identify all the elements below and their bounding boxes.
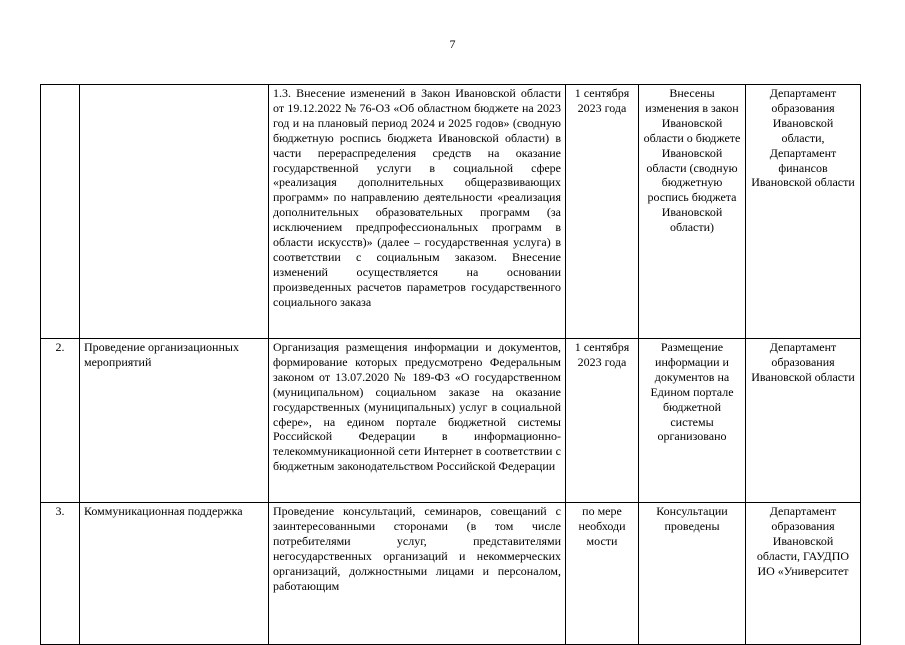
deadline: по мере необходи мости: [566, 503, 639, 645]
table-row: [41, 85, 861, 339]
page-number: 7: [449, 37, 456, 51]
event-description: Проведение консультаций, семинаров, совещаний с заинтересованными сторонами (в том числе потребителями услуг, представителями негосударственных организаций и некоммерческих организаций, должностными лицами и персоналом, работающим: [269, 503, 566, 645]
expected-result: Консультации проведены: [639, 503, 746, 645]
event-name: [80, 85, 269, 339]
row-number: [41, 85, 80, 339]
responsible-party: Департамент образования Ивановской области: [746, 339, 861, 503]
plan-table: [40, 84, 861, 645]
responsible-party: Департамент образования Ивановской области, Департамент финансов Ивановской области: [746, 85, 861, 339]
expected-result: Внесены изменения в закон Ивановской области о бюджете Ивановской области (сводную бюджетную роспись бюджета Ивановской области): [639, 85, 746, 339]
table-row: [41, 503, 861, 645]
event-description: Организация размещения информации и документов, формирование которых предусмотрено Федеральным законом от 13.07.2020 № 189-ФЗ «О государственном (муниципальном) социальном заказе на оказание государственных (муниципальных) услуг в социальной сфере», на едином портале бюджетной системы Российской Федерации в информационно-телекоммуникационной сети Интернет в соответствии с бюджетным законодательством Российской Федерации: [269, 339, 566, 503]
deadline: 1 сентября 2023 года: [566, 85, 639, 339]
deadline: 1 сентября 2023 года: [566, 339, 639, 503]
event-name: Проведение организационных мероприятий: [80, 339, 269, 503]
table-row: [41, 339, 861, 503]
row-number: 2.: [41, 339, 80, 503]
responsible-party: Департамент образования Ивановской области, ГАУДПО ИО «Университет: [746, 503, 861, 645]
expected-result: Размещение информации и документов на Едином портале бюджетной системы организовано: [639, 339, 746, 503]
row-number: 3.: [41, 503, 80, 645]
event-description: 1.3. Внесение изменений в Закон Ивановской области от 19.12.2022 № 76-ОЗ «Об областном бюджете на 2023 год и на плановый период 2024 и 2025 годов» (сводную бюджетную роспись бюджета Ивановской области) в части перераспределения средств на оказание государственной услуги в социальной сфере «реализация дополнительных общеразвивающих программ» по направлению деятельности «реализация дополнительных образовательных программ (за исключением предпрофессиональных программ в области искусств)» (далее – государственная услуга) в соответствии с социальным заказом. Внесение изменений осуществляется на основании произведенных расчетов параметров государственного социального заказа: [269, 85, 566, 339]
event-name: Коммуникационная поддержка: [80, 503, 269, 645]
